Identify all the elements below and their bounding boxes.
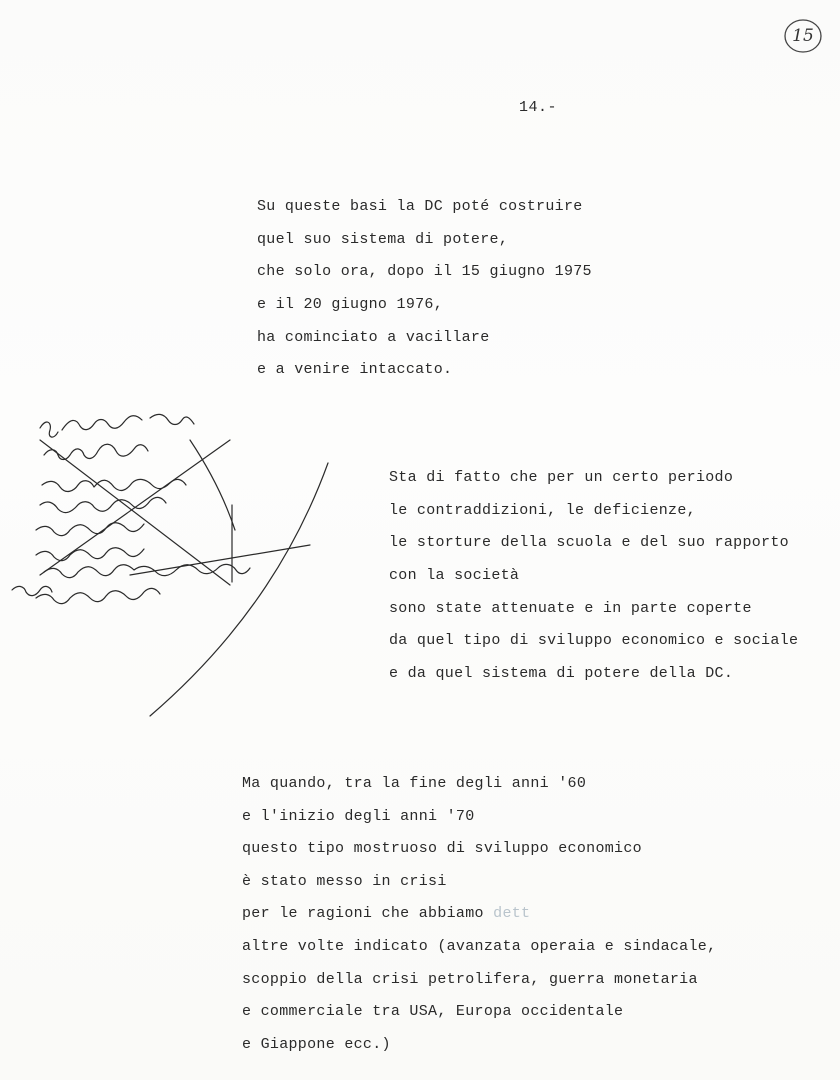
archive-stamp-number: 15	[792, 26, 814, 46]
page-number: 14.-	[519, 99, 558, 116]
handwriting-stroke	[150, 414, 194, 424]
text-line: scoppio della crisi petrolifera, guerra monetaria	[242, 970, 698, 988]
text-line-main: per le ragioni che abbiamo	[242, 905, 484, 923]
text-line: e il 20 giugno 1976,	[257, 296, 444, 314]
text-line: Sta di fatto che per un certo periodo	[389, 469, 734, 486]
text-line: e da quel sistema di potere della DC.	[389, 665, 734, 683]
cross-out-stroke	[130, 545, 310, 575]
text-line: sono state attenuate e in parte coperte	[389, 599, 752, 617]
text-line: questo tipo mostruoso di sviluppo economico	[242, 840, 642, 858]
text-line: e Giappone ecc.)	[242, 1035, 391, 1053]
cross-out-stroke	[190, 440, 235, 530]
handwriting-stroke	[44, 444, 148, 459]
text-line: Ma quando, tra la fine degli anni '60	[242, 775, 587, 792]
archive-stamp	[782, 16, 824, 56]
handwriting-stroke	[40, 416, 142, 437]
cross-out-stroke	[40, 440, 230, 575]
handwriting-stroke	[44, 564, 250, 577]
text-line: che solo ora, dopo il 15 giugno 1975	[257, 263, 592, 281]
text-line: le storture della scuola e del suo rapporto	[389, 534, 789, 552]
handwriting-stroke	[36, 548, 144, 561]
handwriting-stroke	[36, 523, 144, 536]
paragraph-1	[257, 191, 592, 387]
text-line: e l'inizio degli anni '70	[242, 807, 475, 825]
text-line: è stato messo in crisi	[242, 872, 447, 890]
text-line: da quel tipo di sviluppo economico e sociale	[389, 632, 799, 650]
text-line: quel suo sistema di potere,	[257, 230, 509, 248]
text-line: altre volte indicato (avanzata operaia e sindacale,	[242, 937, 717, 955]
faint-erased-word: dett	[493, 905, 531, 923]
handwriting-stroke	[42, 479, 186, 491]
text-line: e a venire intaccato.	[257, 361, 453, 379]
text-line: ha cominciato a vacillare	[257, 328, 490, 346]
handwriting-stroke	[40, 497, 166, 512]
paragraph-3	[242, 768, 716, 1061]
text-line: con la società	[389, 567, 520, 585]
paragraph-2	[389, 462, 798, 691]
handwriting-stroke	[12, 586, 52, 595]
margin-line	[150, 463, 328, 716]
handwriting-stroke	[36, 588, 160, 603]
text-line: e commerciale tra USA, Europa occidentale	[242, 1003, 624, 1021]
cross-out-stroke	[40, 440, 230, 585]
text-line	[242, 898, 716, 931]
text-line: le contraddizioni, le deficienze,	[389, 501, 696, 519]
text-line: Su queste basi la DC poté costruire	[257, 198, 583, 215]
